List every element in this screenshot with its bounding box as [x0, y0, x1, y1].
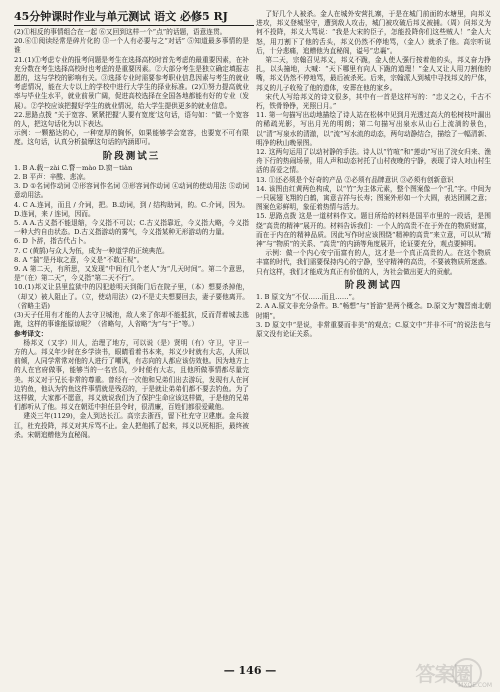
header-title: 45分钟课时作业与单元测试 语文 必修5 RJ — [14, 10, 228, 23]
section-title-4: 阶段测试四 — [344, 279, 403, 291]
translation-para: 杨邦义（又字）川人，治理了地方，可以说（是）贤明（有）守卫，守卫一方的人。邦义年少时在乡学读书，眼睛看着书本来，邦义少时就有大志，人所以前倾，人同学常常对他的人进行了嘲讽，有志向的人都应该仿效他。因为地方上的人在官府做事，能够当的一名官员，少时便有大志，且他所做事情都尽量完美。邦义对于兄长非常的尊重。曾经有一次他和兄弟们出去游玩，发现有人在河边钓鱼，他认为钓鱼这件事情就是残忍的，于是就让弟弟们都不要去钓鱼。为了这样做，大家都不愿意，邦义就说我们为了保护生命应该这样做，于是他的兄弟们都听从了他。邦义在朝廷中担任县令时，很清廉，百姓们都很爱戴他。 — [14, 338, 249, 412]
answer-item: 13. ①还必须是个好奇的产品 ②必须有品牌意识 ③必须有创新意识 — [256, 175, 454, 184]
answer-item: 3. D ①名词作动词 ②形容词作名词 ③形容词作动词 ④动词的使动用法 ⑤动词意动用法。 — [14, 182, 249, 200]
left-top-para-2: 21.(1)①考虑专业的报考问题是考生在选择高校时首先考虑的最重要因素，在补充分数在考生选择高校时也考虑的是重要因素。②大部分考生是独立确定填报志愿的，这与学校的影响有关。③选择专业时需要参考职业信息因素与考生的就业考虑情况，能在大专以上的学校中进行大学生的择业标准。(2)①努力提高就业率与毕业生水平，就业前景广阔，促进高校选择在全国各地都能有好的专业（发展）。②学校应该把握好学生的就业情况，给大学生提供更多的就业信息。 — [14, 55, 249, 110]
answer-item: 1. B 原文为“不仅……而且……”。 — [256, 293, 359, 302]
running-header — [14, 6, 254, 24]
answer-item: 10.(1)邦义让县里监狱中的囚犯趁明天到衙门后在院子里，（本）想要杀掉他，（却又）被人阻止了。（立，使动用法）(2)不是丈夫想要回去，妻子要他离开。（省略主语) — [14, 283, 249, 310]
header-rule — [14, 25, 254, 26]
translation-para: 了好几个人被杀。金人在城外安营扎寨，于是在城门前面的水塘里，向邦义进攻，邦义登城坚守，遭到敌人攻击，城门被攻破后邦义被捕。（周）问邦义为何不投降，邦义大骂说：“我是大宋的臣子，怎能投降你们这些贼人！”金人大怒，用刀割下了他的舌头，邦义仍然不停地骂，（金人）就杀了他。高宗听说后，十分悲痛，追赠他为直秘阁，谥号“忠襄”。 — [256, 10, 491, 55]
answer-item: 6. D 卜辞，指古代占卜。 — [14, 237, 91, 246]
page-number: — 146 — — [223, 664, 277, 677]
watermark-logo: 答案圈 — [415, 661, 473, 686]
translation-para: 建炎三年(1129)，金人到达长江。高宗去浙西，留下杜充守卫建康。金兵渡江，杜充投降，邦义对其斥骂不止。金人把他抓了起来，邦义以死相拒，最终被杀。宋朝追赠他为直秘阁。 — [14, 412, 249, 439]
answer-item: 1. B A.载－zài C.瞀－mào D.窗－tiàn — [14, 163, 133, 172]
answer-item: 11. 第一句描写出动地描绘了诗人站在松林中见到月光透过高大的松树枝叶漏出的稀疏光影，写出月光的明朗；第二句描写出泉水从山石上流淌的景色，以“清”写泉水的清澈，以“流”写水流的动态，两句动静结合，描绘了一幅清新、明净的秋山晚景图。 — [256, 111, 491, 147]
answer-item: 4. C A.连词，而且 / 介词，把。B.动词，到 / 结构助词，的。C.介词，因为。D.连词，来 / 连词，因而。 — [14, 200, 249, 218]
right-column — [256, 10, 491, 653]
answer-item: 2. B 平声：辛酸、悲凉。 — [14, 173, 90, 182]
left-top-para-0: (2)①相反的事情组合在一起 ⑥又回到这样一个“点”的话题，语意连贯。 — [14, 28, 227, 36]
answer-item: 7. C (黄鹄)与众人为伍，成为一种道学的正统典范。 — [14, 246, 169, 255]
section-title-3: 阶段测试三 — [102, 150, 161, 162]
answer-item: 3. D 原文中“是说，非常重要而非美”的观点；C.原文中“并非不可”的说法也与原文没有论证关系。 — [256, 320, 491, 338]
watermark-site: MXQE.COM — [458, 682, 492, 689]
translation-para: 第二天，宗翰召见邦义，邦义不跪，金人使人强行按着他的头，邦义奋力挣扎，以头撞地，大喊：“天下哪里有向人下跪的道理！”金人又让人用刀割他的嘴，邦义仍然不停地骂，最后被杀死。后来，宗翰派人到城中寻找邦义的尸体，邦义的儿子收殓了他的遗体，安葬在他的家乡。 — [256, 56, 491, 92]
answer-item: 15. 思路点拨 这是一道材料作文。题目所给的材料是国平市里的一段话，是围绕“高贵的精神”展开的。材料告诉我们：一个人的高贵不在于外在的物质财富，而在于内在的精神品质。因此写作时应该围绕“精神的高贵”来立意，可以从“精神”与“物质”的关系、“高贵”的内涵等角度展开，论证要充分，观点要鲜明。 — [256, 212, 491, 249]
answer-item: 8. A “揣”是丹取之意，今义是“不敢正视”。 — [14, 255, 144, 264]
left-top-para-3: 22.思路点拨 “关于宽容、紧紧把握‘人要有宽度’这句话，语句如：“做一个宽容的人，把这句话化为以下表达。 — [14, 110, 249, 129]
left-top-para-1: 20.⑥①阅读经常是碎片化的 ③一个人有必要与之“对话” ⑤知道最多事情的是谁 — [14, 37, 249, 55]
left-top-para-4: 示例：一颗豁达的心，一种宽厚的胸怀，如果能够学会宽容，也要宽不可有限度。这句话，认真分析揣摩这句话的内涵即可。 — [14, 129, 249, 147]
answer-item: 12. 这两句运用了以动衬静的手法。诗人以“竹喧”和“莲动”写出了浣女归来、渔舟下行的热闹场景，用人声和动态衬托了山村夜晚的宁静，表现了诗人对山村生活的喜爱之情。 — [256, 148, 491, 175]
answer-item: 9. A 第二天，有所思，又发现“中间有几个老人”为“几天时间”。第二个意思，是“（在）第二天”，今义指“第二天不行”。 — [14, 265, 249, 283]
translation-para: 宋代人写给邦义的诗文很多，其中有一首是这样写的：“忠义之心，千古不朽，铁骨铮铮，光照日月。” — [256, 92, 491, 111]
answer-item: (3)天子任用有才能的人去守卫城池，敌人来了你却不能抵抗，反而背着城去逃跑，这样的事谁能原谅呢？（省略句，人省略“为”与“于”等。） — [14, 311, 249, 329]
reference-translation-title: 参考译文： — [14, 329, 48, 338]
left-column — [14, 28, 249, 653]
answer-item: 5. A A.古义指不能退缩，今义指不可以；C.古义指靠近，今义指大略，今义指一种大约自由状态。D.古义指游动的雾气，今义指某种无形游动的力量。 — [14, 219, 249, 237]
answer-item: 14. 该图由红黄两色构成，以“竹”为主体元素，整个图案像一个“孔”字。中间为一只展翅飞翔的白鹤，寓意吉祥与长寿；图案外形如一个大圆，表达团圆之意；图案色彩鲜明，象征着热情与活力。 — [256, 184, 491, 212]
answer-item: 2. A A.原文非充分条件。B.“畅想”与“旨游”是两个概念。D.原文为“魏晋南北朝时期”。 — [256, 302, 491, 320]
answer-item: 示例：做一个内心安宁而富有的人，这才是一个真正高贵的人。在这个物质丰富的时代，我们需要保持内心的宁静，坚守精神的高贵，不要被物质所迷惑。只有这样，我们才能成为真正有价值的人，为社会做出更大的贡献。 — [256, 249, 491, 276]
